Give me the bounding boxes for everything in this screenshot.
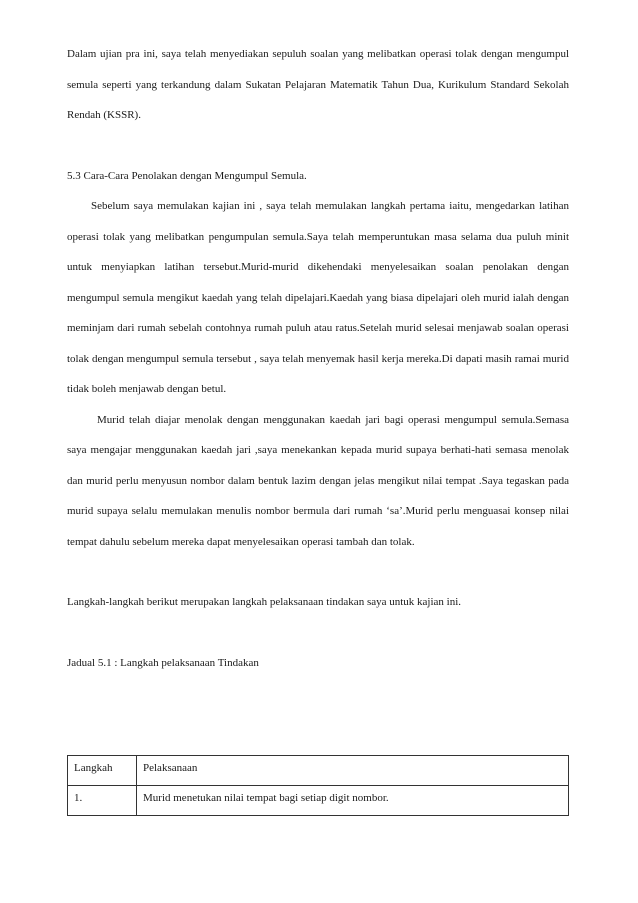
section-paragraph-3: Langkah-langkah berikut merupakan langkah pelaksanaan tindakan saya untuk kajian ini. [67,596,462,608]
table-header-row [68,756,569,786]
document-body [67,39,569,678]
section-paragraph-1: Sebelum saya memulakan kajian ini , saya telah memulakan langkah pertama iaitu, mengedarkan latihan operasi tolak yang melibatkan pengumpulan semula.Saya telah memperuntukan masa selama dua puluh minit untuk menyiapkan latihan tersebut.Murid-murid dikehendaki menyelesaikan soalan penolakan dengan mengumpul semula mengikut kaedah yang telah dipelajari.Kaedah yang biasa dipelajari oleh murid ialah dengan meminjam dari rumah sebelah contohnya rumah puluh atau ratus.Setelah murid selesai menjawab soalan operasi tolak dengan mengumpul semula tersebut , saya telah menyemak hasil kerja mereka.Di dapati masih ramai murid tidak boleh menjawab dengan betul. [67,200,569,395]
table-caption: Jadual 5.1 : Langkah pelaksanaan Tindakan [67,656,259,669]
header-step: Langkah [68,756,137,786]
row-step: 1. [68,786,137,816]
row-implementation: Murid menetukan nilai tempat bagi setiap digit nombor. [137,786,569,816]
spacer [67,618,569,648]
table-row [68,786,569,816]
steps-table [67,755,569,816]
section-heading: 5.3 Cara-Cara Penolakan dengan Mengumpul Semula. [67,169,307,182]
header-implementation: Pelaksanaan [137,756,569,786]
intro-paragraph: Dalam ujian pra ini, saya telah menyediakan sepuluh soalan yang melibatkan operasi tolak dengan mengumpul semula seperti yang terkandung dalam Sukatan Pelajaran Matematik Tahun Dua, Kurikulum Standard Sekolah Rendah (KSSR). [67,48,569,121]
spacer [67,557,569,587]
spacer [67,131,569,161]
section-paragraph-2: Murid telah diajar menolak dengan menggunakan kaedah jari bagi operasi mengumpul semula.Semasa saya mengajar menggunakan kaedah jari ,saya menekankan kepada murid supaya berhati-hati semasa menolak dan murid perlu menyusun nombor dalam bentuk lazim dengan jelas mengikut nilai tempat .Saya tegaskan pada murid supaya selalu memulakan menulis nombor bermula dari rumah ‘sa’.Murid perlu menguasai konsep nilai tempat dahulu sebelum mereka dapat menyelesaikan operasi tambah dan tolak. [67,413,569,548]
